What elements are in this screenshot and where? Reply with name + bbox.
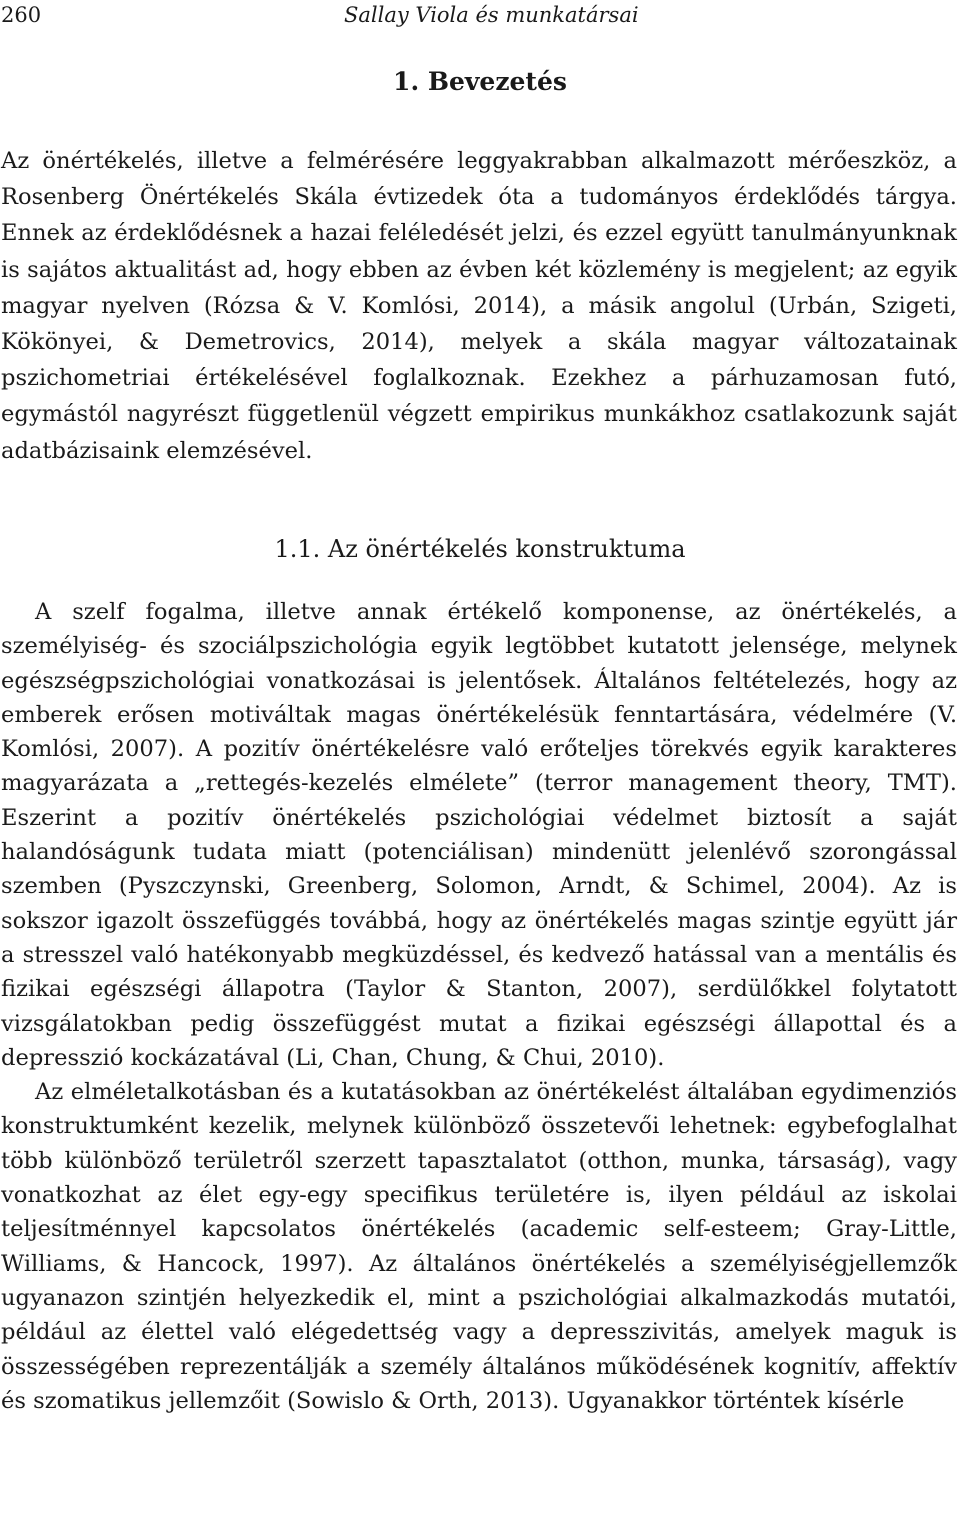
page-number: 260 bbox=[1, 3, 42, 27]
paragraph: A szelf fogalma, illetve annak értékelő komponense, az önértékelés, a személyiség- és szociálpszichológia egyik legtöbbet kutatott jelensége, melynek egészségpszichológiai vonatkozásai is jelentősek. Általános feltételezés, hogy az emberek erősen motiváltak magas önértékelésük fenntartására, védelmére (V. Komlósi, 2007). A pozitív önértékelésre való erőteljes törekvés egyik karakteres magyarázata a „rettegés-kezelés elmélete” (terror management theory, TMT). Eszerint a pozitív önértékelés pszichológiai védelmet biztosít a saját halandóságunk tudata miatt (potenciálisan) mindenütt jelenlévő szorongással szemben (Pyszczynski, Greenberg, Solomon, Arndt, & Schimel, 2004). Az is sokszor igazolt összefüggés továbbá, hogy az önértékelés magas szintje együtt jár a stresszel való hatékonyabb megküzdéssel, és kedvező hatással van a mentális és fizikai egészségi állapotra (Taylor & Stanton, 2007), serdülőkkel folytatott vizsgálatokban pedig összefüggést mutat a fizikai egészségi állapottal és a depresszió kockázatával (Li, Chan, Chung, & Chui, 2010). bbox=[1, 599, 957, 1071]
subsection-heading: 1.1. Az önértékelés konstruktuma bbox=[274, 535, 686, 563]
running-title: Sallay Viola és munkatársai bbox=[344, 3, 639, 27]
running-header bbox=[0, 0, 960, 30]
subsection-body bbox=[1, 595, 957, 1418]
paragraph: Az elméletalkotásban és a kutatásokban az önértékelést általában egydimenziós konstruktumként kezelik, melynek különböző összetevői lehetnek: egybefoglalhat több különböző területről szerzett tapasztalatot (otthon, munka, társaság), vagy vonatkozhat az élet egy-egy specifikus területére is, ilyen például az iskolai teljesítménnyel kapcsolatos önértékelés (academic self-esteem; Gray-Little, Williams, & Hancock, 1997). Az általános önértékelés a személyiségjellemzők ugyanazon szintjén helyezkedik el, mint a pszichológiai alkalmazkodás mutatói, például az élettel való elégedettség vagy a depresszivitás, amelyek maguk is összességében reprezentálják a személy általános működésének kognitív, affektív és szomatikus jellemzőit (Sowislo & Orth, 2013). Ugyanakkor történtek kísérle bbox=[1, 1079, 957, 1414]
paragraph: Az önértékelés, illetve a felmérésére leggyakrabban alkalmazott mérőeszköz, a Rosenberg Önértékelés Skála évtizedek óta a tudományos érdeklődés tárgya. Ennek az érdeklődésnek a hazai feléledését jelzi, és ezzel együtt tanulmányunknak is sajátos aktualitást ad, hogy ebben az évben két közlemény is megjelent; az egyik magyar nyelven (Rózsa & V. Komlósi, 2014), a másik angolul (Urbán, Szigeti, Kökönyei, & Demetrovics, 2014), melyek a skála magyar változatainak pszichometriai értékelésével foglalkoznak. Ezekhez a párhuzamosan futó, egymástól nagyrészt függetlenül végzett empirikus munkákhoz csatlakozunk saját adatbázisaink elemzésével. bbox=[1, 148, 957, 464]
section-body bbox=[1, 143, 957, 469]
section-heading: 1. Bevezetés bbox=[393, 67, 567, 96]
